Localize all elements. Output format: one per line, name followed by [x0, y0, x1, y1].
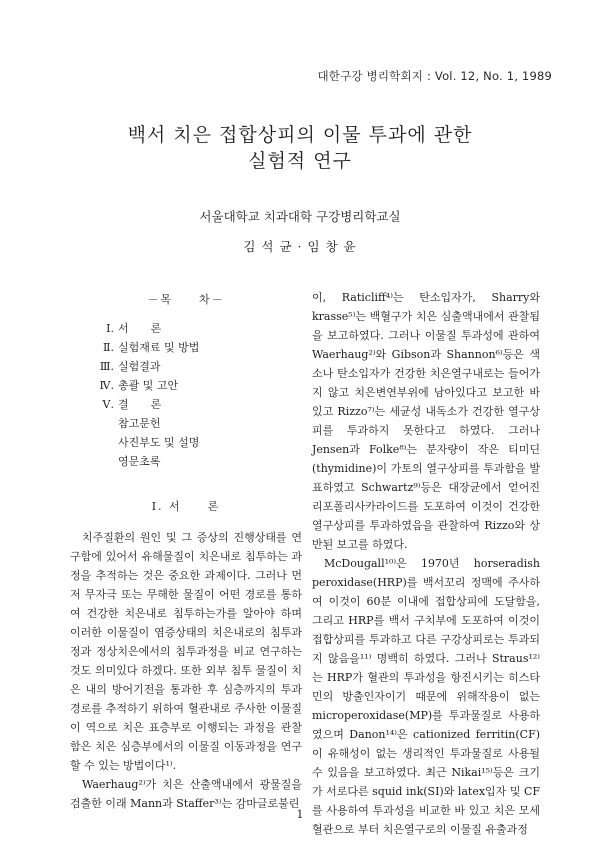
toc-item-label: 실험결과	[118, 360, 161, 373]
toc-heading: －목 차－	[147, 293, 225, 306]
toc-item-label: 서 론	[118, 322, 162, 335]
affiliation: 서울대학교 치과대학 구강병리학교실	[199, 209, 401, 224]
table-of-contents	[70, 319, 302, 471]
toc-sub-item: 영문초록	[118, 455, 161, 468]
toc-item	[70, 376, 302, 395]
toc-sub-item: 사진부도 및 설명	[118, 436, 200, 449]
section-heading: Ⅰ. 서 론	[151, 500, 221, 513]
toc-item-number: Ⅲ.	[99, 360, 114, 373]
right-column	[312, 288, 540, 839]
toc-item-number: Ⅱ.	[103, 341, 114, 354]
toc-item	[70, 357, 302, 376]
body-paragraph: 이, Raticliff⁴⁾는 탄소입자가, Sharry와 krasse⁵⁾는 백혈구가 치은 심출액내에서 관찰됨을 보고하였다. 그러나 이물질 투과성에 관하여 Waerhaug²⁾와 Gibson과 Shannon⁶⁾등은 색소나 탄소입자가 건강한 치은열구내로는 들어가지 않고 치은변연부위에 남아있다고 보고한 바 있고 Rizzo⁷⁾는 세균성 내독소가 건강한 열구상피를 투과하지 못한다고 하였다. 그러나 Jensen과 Folke⁸⁾는 분자량이 작은 티미딘(thymidine)이 가토의 열구상피를 투과함을 발표하였고 Schwartz⁹⁾등은 대장균에서 얻어진 리포폴리사카라이드를 도포하여 이것이 건강한 열구상피를 투과하였음을 관찰하여 Rizzo와 상반된 보고를 하였다.	[312, 291, 540, 551]
toc-sub-item: 참고문헌	[118, 417, 161, 430]
body-paragraph: McDougall¹⁰⁾은 1970년 horseradish peroxidase(HRP)를 백서꼬리 정맥에 주사하여 이것이 60분 이내에 접합상피에 도달함을, 그리고 HRP를 백서 구치부에 도포하여 이것이 접합상피를 투과하고 다른 구강상피로는 투과되지 않음을¹¹⁾ 명백히 하였다. 그러나 Straus¹²⁾는 HRP가 혈관의 투과성을 항진시키는 히스타민의 방출인자이기 때문에 위해작용이 없는 microperoxidase(MP)를 투과물질로 사용하였으며 Danon¹⁴⁾은 cationized ferritin(CF)이 유해성이 없는 생리적인 투과물질로 사용될 수 있음을 보고하였다. 최근 Nikai¹⁵⁾등은 크기가 서로다른 squid ink(SI)와 latex입자 및 CF를 사용하여 투과성을 비교한 바 있고 치은 모세혈관으로 부터 치은열구로의 이물질 유출과정	[312, 557, 540, 836]
toc-item-number: Ⅴ.	[102, 398, 114, 411]
title-line-1: 백서 치은 접합상피의 이물 투과에 관한	[127, 124, 473, 146]
toc-item-label: 총괄 및 고안	[118, 379, 179, 392]
title-line-2: 실험적 연구	[248, 150, 352, 172]
page-number: 1	[296, 808, 304, 821]
toc-item-label: 실험재료 및 방법	[118, 341, 200, 354]
journal-citation: 대한구강 병리학회지 : Vol. 12, No. 1, 1989	[317, 69, 552, 83]
toc-item-number: Ⅰ.	[106, 322, 114, 335]
toc-item	[70, 319, 302, 338]
body-paragraph: 치주질환의 원인 및 그 증상의 진행상태를 연구함에 있어서 유해물질이 치은내로 침투하는 과정을 추적하는 것은 중요한 과제이다. 그러나 먼저 무자극 또는 무해한 물질이 어떤 경로를 통하여 건강한 치은내로 침투하는가를 알아야 하며 이러한 이물질이 염증상태의 치은내로의 침투과정과 정상치은에서의 침투과정을 비교 연구하는 것도 의미있다 하겠다. 또한 외부 침투 물질이 치은 내의 방어기전을 통과한 후 심층까지의 투과경로를 추적하기 위하여 혈관내로 주사한 이물질이 역으로 치은 표층부로 이행되는 과정을 관찰함은 치은 심층부에서의 이물질 이동과정을 연구할 수 있는 방법이다¹⁾.	[70, 531, 302, 772]
toc-item	[70, 338, 302, 357]
paper-title	[0, 122, 600, 174]
toc-item	[70, 395, 302, 414]
authors: 김 석 균 · 임 창 윤	[243, 239, 357, 254]
body-paragraph: Waerhaug²⁾가 치은 산출액내에서 광물질을 검출한 이래 Mann과 Staffer³⁾는 감마글로불린	[70, 778, 302, 810]
toc-item-label: 결 론	[118, 398, 162, 411]
left-column	[70, 288, 302, 813]
toc-item-number: Ⅳ.	[99, 379, 114, 392]
